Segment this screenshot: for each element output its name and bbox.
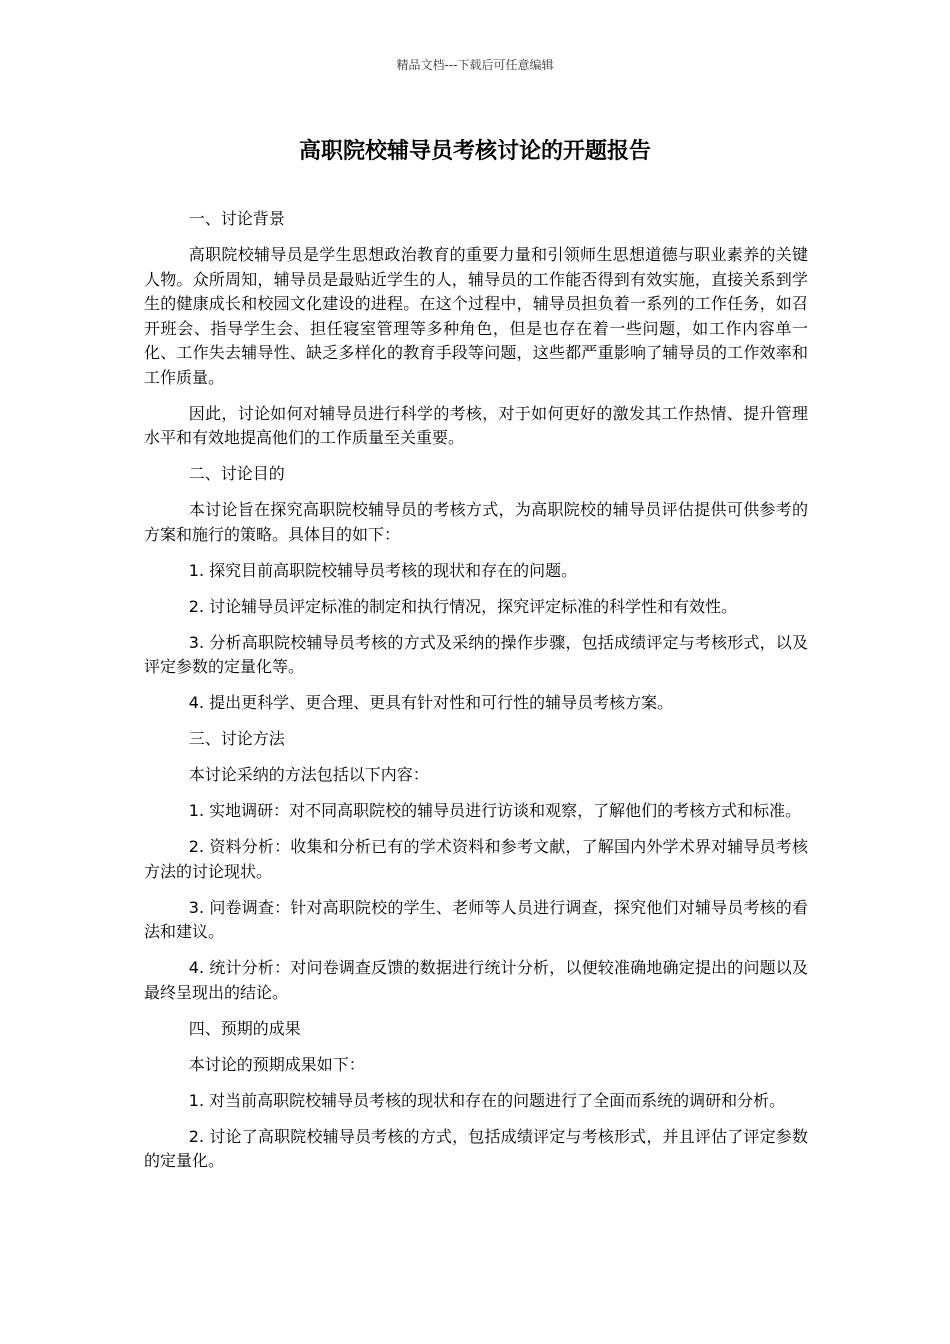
section-heading-purpose: 二、讨论目的 [188, 464, 285, 483]
header-note: 精品文档---下载后可任意编辑 [396, 58, 554, 72]
list-item: 1. 对当前高职院校辅导员考核的现状和存在的问题进行了全面而系统的调研和分析。 [188, 1090, 786, 1110]
document-body [144, 207, 808, 1185]
paragraph: 本讨论的预期成果如下： [188, 1054, 365, 1074]
paragraph: 因此，讨论如何对辅导员进行科学的考核，对于如何更好的激发其工作热情、提升管理水平和有效地提高他们的工作质量至关重要。 [144, 403, 808, 447]
section-heading-method: 三、讨论方法 [188, 729, 285, 748]
list-item: 4. 统计分析：对问卷调查反馈的数据进行统计分析，以便较准确地确定提出的问题以及最终呈现出的结论。 [144, 958, 808, 1002]
list-item: 4. 提出更科学、更合理、更具有针对性和可行性的辅导员考核方案。 [188, 693, 674, 712]
list-item: 2. 讨论了高职院校辅导员考核的方式，包括成绩评定与考核形式，并且评估了评定参数的定量化。 [144, 1126, 808, 1170]
list-item: 2. 讨论辅导员评定标准的制定和执行情况，探究评定标准的科学性和有效性。 [188, 596, 738, 616]
paragraph: 本讨论采纳的方法包括以下内容： [188, 765, 429, 784]
document-title: 高职院校辅导员考核讨论的开题报告 [298, 139, 651, 164]
list-item: 3. 问卷调查：针对高职院校的学生、老师等人员进行调查，探究他们对辅导员考核的看法和建议。 [144, 897, 808, 941]
section-heading-background: 一、讨论背景 [188, 209, 285, 228]
section-heading-expected-results: 四、预期的成果 [188, 1018, 301, 1038]
list-item: 2. 资料分析：收集和分析已有的学术资料和参考文献，了解国内外学术界对辅导员考核方法的讨论现状。 [144, 837, 808, 881]
paragraph: 高职院校辅导员是学生思想政治教育的重要力量和引领师生思想道德与职业素养的关键人物。众所周知，辅导员是最贴近学生的人，辅导员的工作能否得到有效实施，直接关系到学生的健康成长和校园文化建设的进程。在这个过程中，辅导员担负着一系列的工作任务，如召开班会、指导学生会、担任寝室管理等多种角色，但是也存在着一些问题，如工作内容单一化、工作失去辅导性、缺乏多样化的教育手段等问题，这些都严重影响了辅导员的工作效率和工作质量。 [144, 245, 808, 387]
list-item: 3. 分析高职院校辅导员考核的方式及采纳的操作步骤，包括成绩评定与考核形式，以及评定参数的定量化等。 [144, 632, 808, 676]
list-item: 1. 实地调研：对不同高职院校的辅导员进行访谈和观察，了解他们的考核方式和标准。 [188, 801, 802, 820]
paragraph: 本讨论旨在探究高职院校辅导员的考核方式，为高职院校的辅导员评估提供可供参考的方案和施行的策略。具体目的如下： [144, 500, 808, 544]
list-item: 1. 探究目前高职院校辅导员考核的现状和存在的问题。 [188, 560, 578, 580]
